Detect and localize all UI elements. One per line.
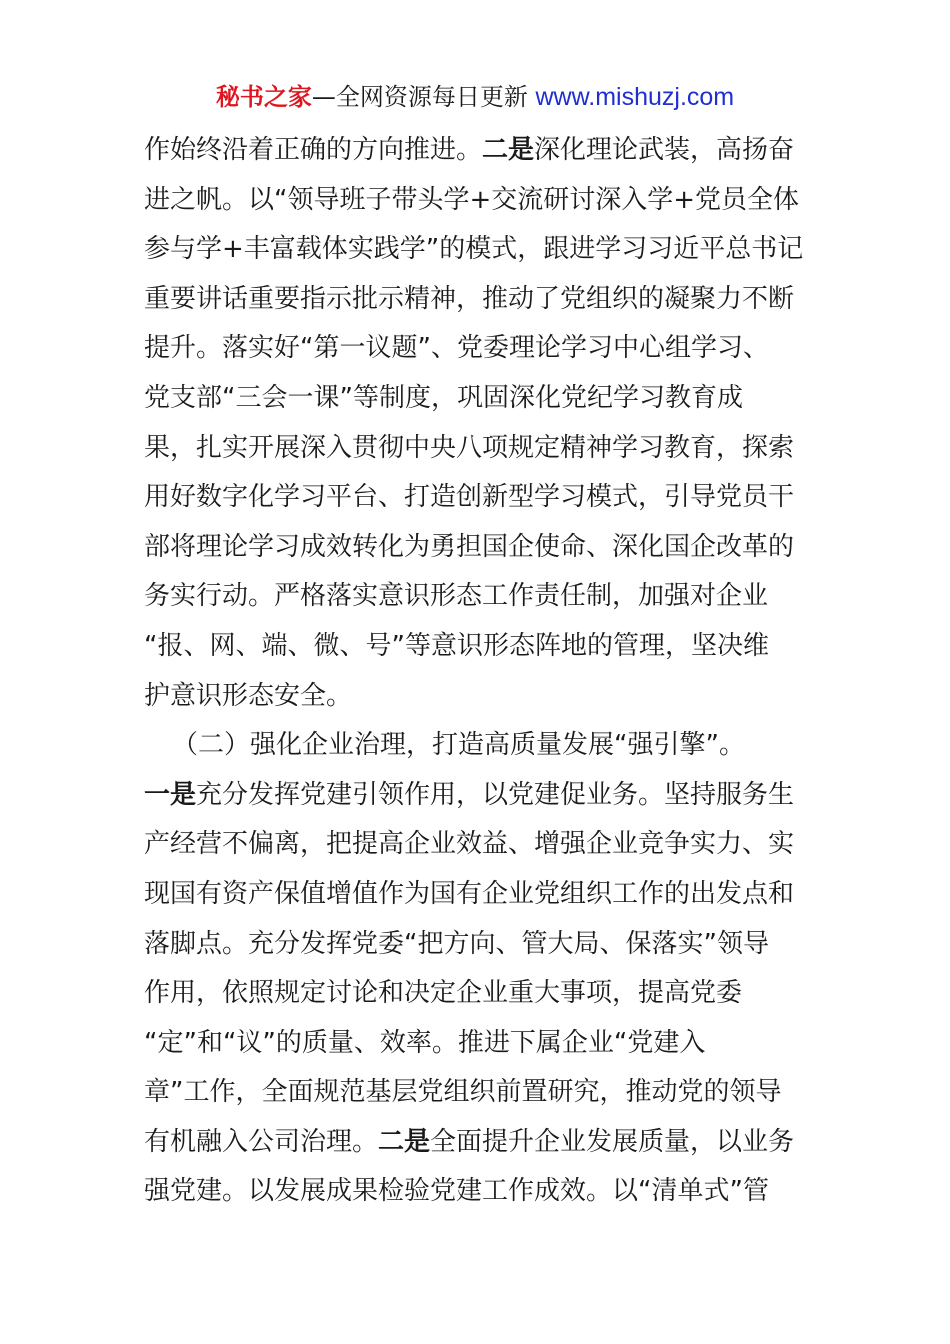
text-line [144, 820, 808, 870]
brand-name: 秘书之家 [215, 83, 312, 111]
page-header [0, 80, 950, 114]
text-line [144, 1167, 808, 1217]
line-text: 深化理论武装，高扬奋 [534, 135, 795, 165]
line-text: “定”和“议”的质量、效率。推进下属企业“党建入 [144, 1027, 706, 1058]
text-line [144, 672, 808, 722]
line-text: 落脚点。充分发挥党委“把方向、管大局、保落实”领导 [144, 928, 769, 959]
site-url-link[interactable]: www.mishuzj.com [535, 83, 735, 111]
line-text: 进之帆。以“领导班子带头学+交流研讨深入学+党员全体 [144, 184, 800, 215]
text-line [144, 176, 808, 226]
text-line [144, 1019, 808, 1069]
line-text: 务实行动。严格落实意识形态工作责任制，加强对企业 [144, 581, 769, 612]
text-line [144, 1118, 808, 1168]
text-line [144, 523, 808, 573]
text-line [144, 275, 808, 325]
document-body [144, 126, 808, 1217]
text-line [144, 1068, 808, 1118]
line-text: 有机融入公司治理。 [144, 1126, 379, 1157]
line-text: 现国有资产保值增值作为国有企业党组织工作的出发点和 [144, 878, 795, 909]
line-text: 果，扎实开展深入贯彻中央八项规定精神学习教育，探索 [144, 432, 795, 463]
line-text: 作用，依照规定讨论和决定企业重大事项，提高党委 [144, 978, 743, 1009]
line-text: 用好数字化学习平台、打造创新型学习模式，引导党员干 [144, 482, 795, 513]
line-text: 产经营不偏离，把提高企业效益、增强企业竞争实力、实 [144, 829, 795, 860]
line-text: 重要讲话重要指示批示精神，推动了党组织的凝聚力不断 [144, 283, 795, 314]
header-tagline: —全网资源每日更新 [311, 83, 528, 111]
text-line [144, 572, 808, 622]
text-line [144, 721, 808, 771]
text-line [144, 225, 808, 275]
bold-lead-text: 一是 [144, 779, 197, 810]
line-text: 充分发挥党建引领作用，以党建促业务。坚持服务生 [196, 779, 795, 810]
line-text: 提升。落实好“第一议题”、党委理论学习中心组学习、 [144, 333, 769, 364]
line-text: 部将理论学习成效转化为勇担国企使命、深化国企改革的 [144, 531, 795, 562]
text-line [144, 622, 808, 672]
line-text: 作始终沿着正确的方向推进。 [144, 135, 483, 165]
line-text: 党支部“三会一课”等制度，巩固深化党纪学习教育成 [144, 382, 743, 413]
line-text: 强党建。以发展成果检验党建工作成效。以“清单式”管 [144, 1176, 769, 1207]
text-line [144, 324, 808, 374]
line-text: （二）强化企业治理，打造高质量发展“强引擎”。 [172, 730, 745, 761]
text-line [144, 969, 808, 1019]
line-text: 护意识形态安全。 [144, 680, 353, 711]
text-line [144, 126, 808, 176]
bold-lead-text: 二是 [378, 1126, 431, 1157]
line-text: 章”工作，全面规范基层党组织前置研究，推动党的领导 [144, 1077, 782, 1108]
line-text: 参与学+丰富载体实践学”的模式，跟进学习习近平总书记 [144, 234, 804, 265]
text-line [144, 920, 808, 970]
bold-lead-text: 二是 [482, 135, 535, 165]
line-text: “报、网、端、微、号”等意识形态阵地的管理，坚决维 [144, 630, 769, 661]
line-text: 全面提升企业发展质量，以业务 [430, 1126, 795, 1157]
text-line [144, 870, 808, 920]
text-line [144, 771, 808, 821]
text-line [144, 374, 808, 424]
text-line [144, 424, 808, 474]
text-line [144, 473, 808, 523]
